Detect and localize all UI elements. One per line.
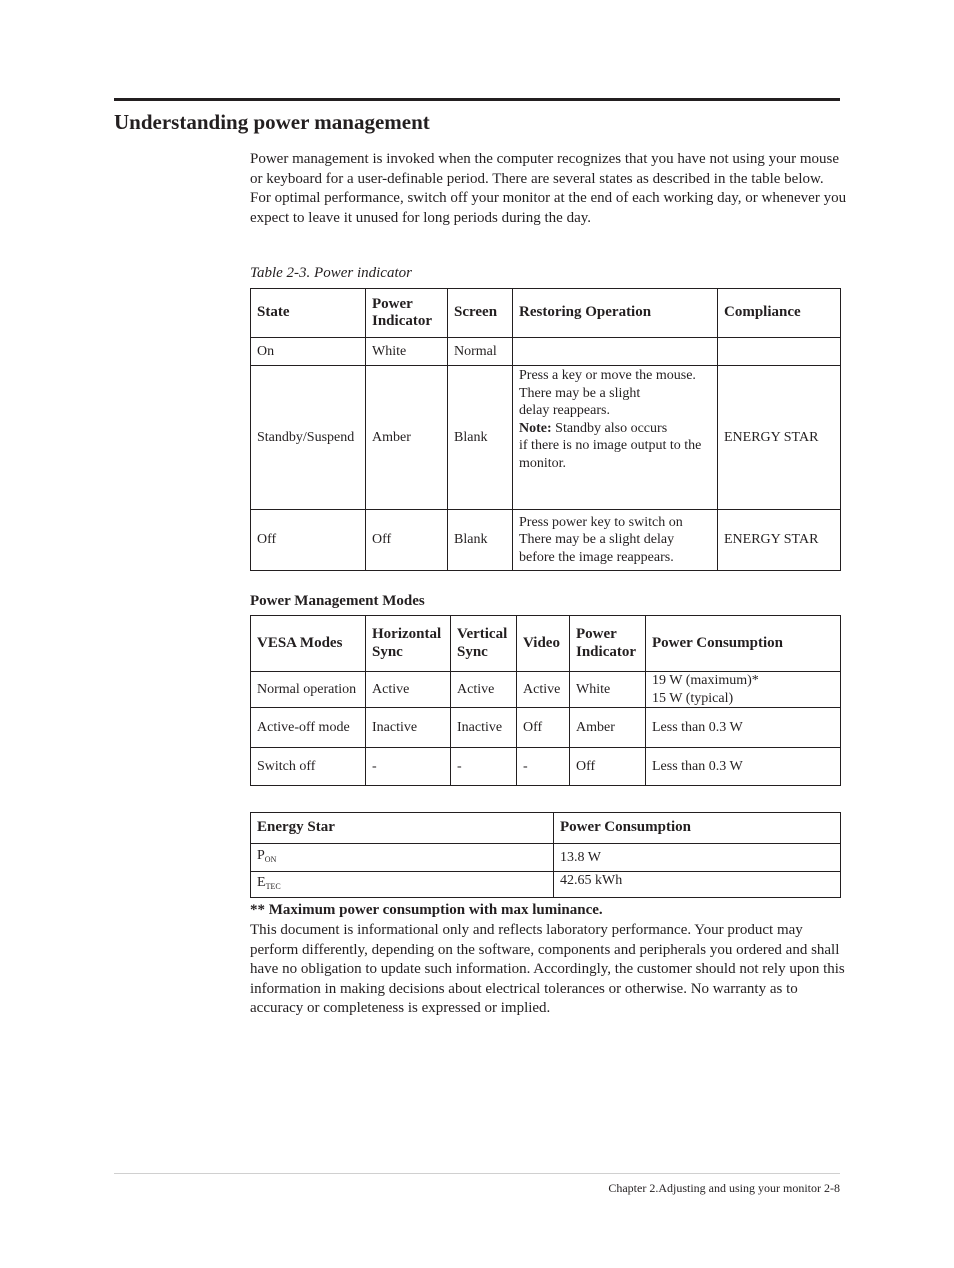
note-label: Note: <box>519 420 552 436</box>
footer-rule <box>114 1173 840 1174</box>
cell-hsync: Inactive <box>366 708 451 748</box>
header-power-indicator: Power Indicator <box>570 616 646 672</box>
cell-energy-label <box>251 844 554 872</box>
cell-mode: Normal operation <box>251 672 366 708</box>
consumption-line: 19 W (maximum)* <box>652 673 759 688</box>
header-power-consumption: Power Consumption <box>646 616 841 672</box>
label-subscript: TEC <box>265 882 281 891</box>
cell-state: On <box>251 338 366 366</box>
power-indicator-table <box>250 288 841 571</box>
table-caption: Table 2-3. Power indicator <box>250 265 412 281</box>
cell-indicator: Off <box>366 510 448 571</box>
cell-vsync: Inactive <box>451 708 517 748</box>
table-header-row <box>251 616 841 672</box>
cell-hsync: Active <box>366 672 451 708</box>
cell-screen: Blank <box>448 366 513 510</box>
restoring-line: There may be a slight <box>519 385 641 401</box>
cell-vsync: - <box>451 748 517 786</box>
table-row <box>251 708 841 748</box>
restoring-line: Press a key or move the mouse. <box>519 368 696 383</box>
page-footer: Chapter 2.Adjusting and using your monitor 2-8 <box>608 1181 840 1195</box>
cell-energy-value: 13.8 W <box>554 844 841 872</box>
restoring-line: Press power key to switch on <box>519 514 683 530</box>
cell-screen: Normal <box>448 338 513 366</box>
cell-vsync: Active <box>451 672 517 708</box>
table-header-row <box>251 289 841 338</box>
intro-paragraph-2: For optimal performance, switch off your monitor at the end of each working day, or whenever you expect to leave it unused for long periods during the day. <box>250 190 847 226</box>
energy-star-table <box>250 812 841 898</box>
header-energy-star: Energy Star <box>251 813 554 844</box>
cell-indicator: Off <box>570 748 646 786</box>
cell-mode: Switch off <box>251 748 366 786</box>
cell-indicator: Amber <box>570 708 646 748</box>
table-row <box>251 672 841 708</box>
cell-restoring <box>513 510 718 571</box>
table-row <box>251 366 841 510</box>
cell-video: Off <box>517 708 570 748</box>
cell-compliance <box>718 338 841 366</box>
table-row <box>251 844 841 872</box>
consumption-line: 15 W (typical) <box>652 690 734 706</box>
cell-energy-label <box>251 872 554 898</box>
cell-consumption <box>646 672 841 708</box>
header-power-consumption: Power Consumption <box>554 813 841 844</box>
header-power-indicator: Power Indicator <box>366 289 448 338</box>
cell-hsync: - <box>366 748 451 786</box>
intro-text <box>250 150 850 228</box>
cell-compliance: ENERGY STAR <box>718 510 841 571</box>
cell-restoring <box>513 366 718 510</box>
header-screen: Screen <box>448 289 513 338</box>
restoring-line: before the image reappears. <box>519 549 674 565</box>
page-title: Understanding power management <box>114 110 430 134</box>
cell-video: - <box>517 748 570 786</box>
restoring-note <box>519 420 711 438</box>
cell-energy-value: 42.65 kWh <box>554 872 841 898</box>
cell-consumption: Less than 0.3 W <box>646 708 841 748</box>
table-row <box>251 338 841 366</box>
header-state: State <box>251 289 366 338</box>
table-row <box>251 872 841 898</box>
header-compliance: Compliance <box>718 289 841 338</box>
table-row <box>251 748 841 786</box>
cell-indicator: Amber <box>366 366 448 510</box>
header-video: Video <box>517 616 570 672</box>
table-row <box>251 510 841 571</box>
label-subscript: ON <box>264 854 277 864</box>
restoring-line: if there is no image output to the monitor. <box>519 438 702 471</box>
header-vertical-sync: Vertical Sync <box>451 616 517 672</box>
disclaimer-text: This document is informational only and reflects laboratory performance. Your product may perform differently, depending on the software, components and peripherals you ordered and shall have no obligation to update such information. Accordingly, the customer should not rely upon this information in making decisions about electrical tolerances or otherwise. No warranty as to accuracy or completeness is expressed or implied. <box>250 922 845 1016</box>
cell-state: Standby/Suspend <box>251 366 366 510</box>
cell-mode: Active-off mode <box>251 708 366 748</box>
note-text: Standby also occurs <box>551 420 668 436</box>
cell-compliance: ENERGY STAR <box>718 366 841 510</box>
modes-title: Power Management Modes <box>250 593 425 609</box>
restoring-line: delay reappears. <box>519 403 610 418</box>
cell-indicator: White <box>366 338 448 366</box>
cell-indicator: White <box>570 672 646 708</box>
label-symbol: P <box>257 847 265 863</box>
header-restoring-operation: Restoring Operation <box>513 289 718 338</box>
label-symbol: E <box>257 875 266 890</box>
max-power-note: ** Maximum power consumption with max luminance. <box>250 902 603 918</box>
power-management-modes-table <box>250 615 841 786</box>
cell-state: Off <box>251 510 366 571</box>
restoring-line: There may be a slight delay <box>519 532 675 548</box>
header-vesa-modes: VESA Modes <box>251 616 366 672</box>
table-header-row <box>251 813 841 844</box>
top-rule <box>114 98 840 101</box>
cell-consumption: Less than 0.3 W <box>646 748 841 786</box>
cell-screen: Blank <box>448 510 513 571</box>
cell-restoring <box>513 338 718 366</box>
header-horizontal-sync: Horizontal Sync <box>366 616 451 672</box>
intro-paragraph-1: Power management is invoked when the computer recognizes that you have not using your mouse or keyboard for a user-definable period. There are several states as described in the table below. <box>250 151 840 187</box>
cell-video: Active <box>517 672 570 708</box>
